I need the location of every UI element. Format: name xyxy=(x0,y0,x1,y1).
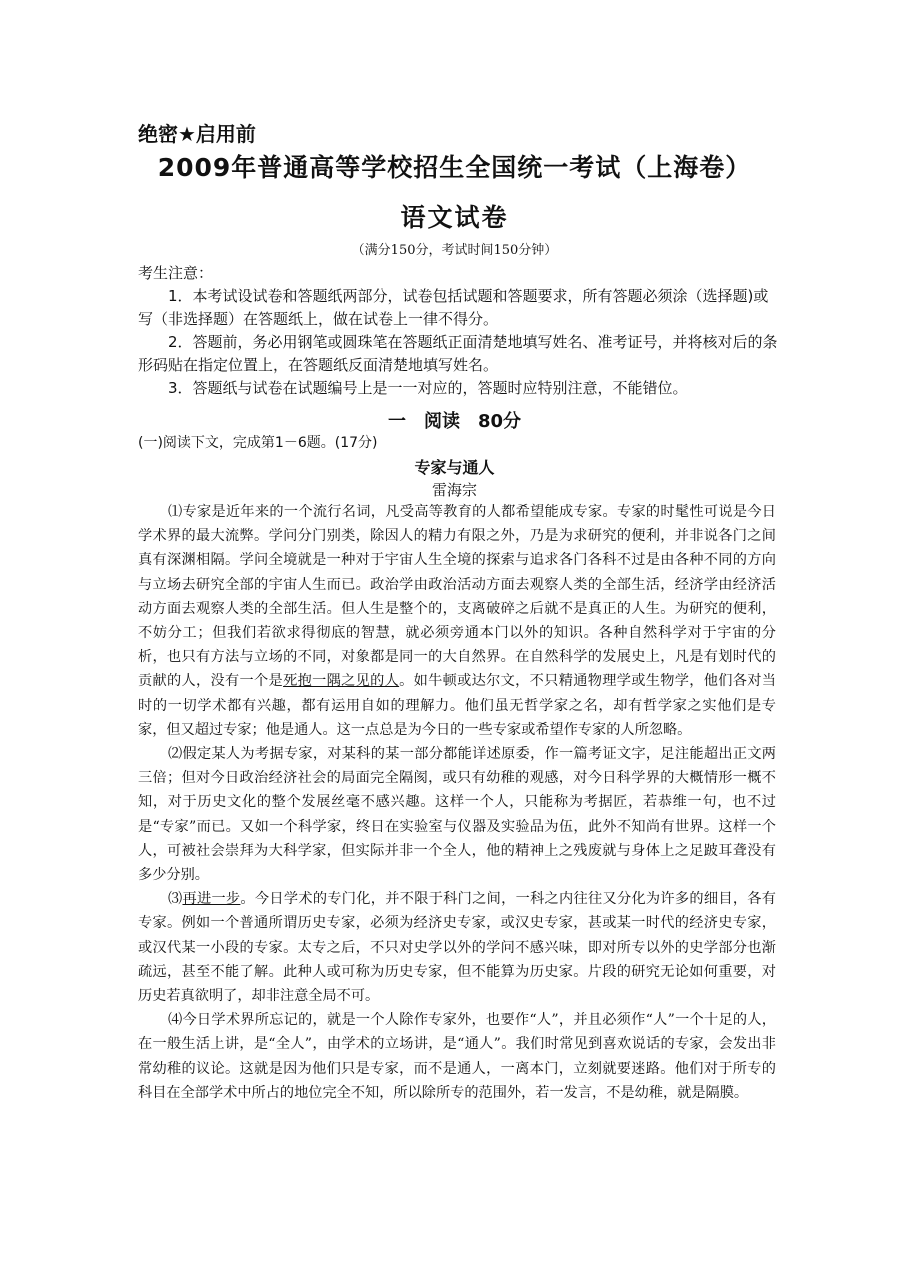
article-author: 雷海宗 xyxy=(431,481,477,499)
section-heading: 一 阅读 80分 xyxy=(387,411,522,432)
paragraph-1-text-b: 。如牛顿或达尔文，不只精通物理学或生物学，他们各对当时的一切学术都有兴趣，都有运用自如的理解力。他们虽无哲学家之名，却有哲学家之实他们是专家，但又超过专家；他是通人。这一点总是为今日的一些专家或希望作专家的人所忽略。 xyxy=(138,673,776,738)
paragraph-3-number: ⑶ xyxy=(168,891,183,908)
underlined-phrase: 死抱一隅之见的人 xyxy=(283,673,400,690)
secret-label: 绝密★启用前 xyxy=(138,122,256,146)
candidate-notice xyxy=(138,262,778,400)
underlined-phrase: 再进一步 xyxy=(182,891,241,908)
notice-item: 3．答题纸与试卷在试题编号上是一一对应的，答题时应特别注意，不能错位。 xyxy=(168,379,688,397)
paper-title: 语文试卷 xyxy=(400,203,509,232)
section-intro: (一)阅读下文，完成第1－6题。(17分) xyxy=(138,435,378,451)
notice-item: 1．本考试设试卷和答题纸两部分，试卷包括试题和答题要求，所有答题必须涂（选择题)或写（非选择题）在答题纸上，做在试卷上一律不得分。 xyxy=(138,287,769,328)
paragraph-1 xyxy=(138,500,776,742)
notice-heading: 考生注意： xyxy=(138,264,214,282)
paragraph-3 xyxy=(138,887,776,1008)
paragraph-2: ⑵假定某人为考据专家，对某科的某一部分都能详述原委，作一篇考证文字，足注能超出正文两三倍；但对今日政治经济社会的局面完全隔阂，或只有幼稚的观感，对今日科学界的大概情形一概不知，对于历史文化的整个发展丝毫不感兴趣。这样一个人，只能称为考据匠，若恭维一句，也不过是“专家”而已。又如一个科学家，终日在实验室与仪器及实验品为伍，此外不知尚有世界。这样一个人，可被社会崇拜为大科学家，但实际并非一个全人，他的精神上之残废就与身体上之足跛耳聋没有多少分别。 xyxy=(138,746,776,884)
exam-title: 2009年普通高等学校招生全国统一考试（上海卷） xyxy=(157,153,752,182)
article-title: 专家与通人 xyxy=(414,458,495,477)
paragraph-1-text-a: ⑴专家是近年来的一个流行名词，凡受高等教育的人都希望能成专家。专家的时髦性可说是今日学术界的最大流弊。学问分门别类，除因人的精力有限之外，乃是为求研究的便利，并非说各门之间真有深渊相隔。学问全境就是一种对于宇宙人生全境的探索与追求各门各科不过是由各种不同的方向与立场去研究全部的宇宙人生而已。政治学由政治活动方面去观察人类的全部生活，经济学由经济活动方面去观察人类的全部生活。但人生是整个的，支离破碎之后就不是真正的人生。为研究的便利，不妨分工；但我们若欲求得彻底的智慧，就必须旁通本门以外的知识。各种自然科学对于宇宙的分析，也只有方法与立场的不同，对象都是同一的大自然界。在自然科学的发展史上，凡是有划时代的贡献的人，没有一个是 xyxy=(138,504,776,690)
article-body xyxy=(138,500,776,1105)
notice-item: 2．答题前，务必用钢笔或圆珠笔在答题纸正面清楚地填写姓名、准考证号，并将核对后的条形码贴在指定位置上，在答题纸反面清楚地填写姓名。 xyxy=(138,333,778,374)
paragraph-4: ⑷今日学术界所忘记的，就是一个人除作专家外，也要作“人”，并且必须作“人”一个十足的人，在一般生活上讲，是“全人”，由学术的立场讲，是“通人”。我们时常见到喜欢说话的专家，会发出非常幼稚的议论。这就是因为他们只是专家，而不是通人，一离本门，立刻就要迷路。他们对于所专的科目在全部学术中所占的地位完全不知，所以除所专的范围外，若一发言，不是幼稚，就是隔膜。 xyxy=(138,1012,776,1101)
score-note: （满分150分，考试时间150分钟） xyxy=(351,243,558,258)
paragraph-3-text: 。今日学术的专门化，并不限于科门之间，一科之内往往又分化为许多的细目，各有专家。例如一个普通所谓历史专家，必须为经济史专家，或汉史专家，甚或某一时代的经济史专家，或汉代某一小段的专家。太专之后，不只对史学以外的学问不感兴味，即对所专以外的史学部分也渐疏远，甚至不能了解。此种人或可称为历史专家，但不能算为历史家。片段的研究无论如何重要，对历史若真欲明了，却非注意全局不可。 xyxy=(138,891,776,1005)
